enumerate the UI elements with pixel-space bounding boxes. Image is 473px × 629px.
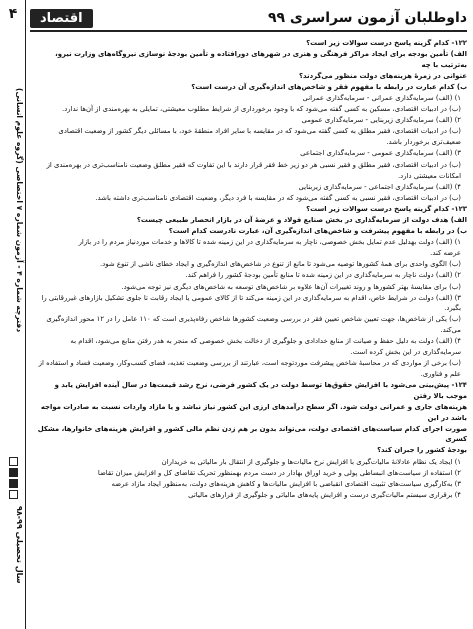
option-line: (ب) در ادبیات اقتصادی، فقیر نسبی به کسی گفته می‌شود که در مقایسه با فرد دیگر، وضعیت اقتصادی نامناسب‌تری داشته باشد. [95,193,461,202]
option-line: ۳) به‌کارگیری سیاست‌های تثبیت اقتصادی انقباضی با افزایش مالیات‌ها و کاهش هزینه‌های دولت، به‌منظور ایجاد مازاد عرضه [111,479,461,488]
question-line: ۱۲۳- کدام گزینه پاسخ درست سوالات زیر است؟ [306,204,467,213]
prompt-line: عنوانی در زمرهٔ هزینه‌های دولت منظور می‌گردند؟ [299,71,467,80]
prompt-line: الف) تأمین بودجه برای ایجاد مراکز فرهنگی و هنری در شهرهای دورافتاده و تأمین بودجهٔ نوسازی نیروگاه‌های وزارت نیرو، به‌ترتیب با چه [55,50,467,69]
question-line: هزینه‌های جاری و عمرانی دولت شود. اگر سطح درآمدهای ارزی این کشور نیاز نباشد و یا مازاد واردات نسبت به صادرات مواجه باشد در این [40,403,467,422]
option-line: (ب) برای مقایسهٔ بهتر کشورها و روند تغییرات آن‌ها علاوه بر شاخص‌های توسعه به شاخص‌های دیگری نیز توجه می‌شود. [121,282,461,291]
page-number: ۴ [8,6,18,22]
exam-title: داوطلبان آزمون سراسری ۹۹ [267,10,467,26]
marker-square [9,457,18,466]
prompt-line: ب) کدام عبارت در رابطه با مفهوم فقر و شاخص‌های اندازه‌گیری آن درست است؟ [191,82,467,91]
option-line: سرمایه‌گذاری در این بخش کرده است. [350,348,461,357]
option-line: (ب) در ادبیات اقتصادی، مسکین به کسی گفته می‌شود که با وجود برخورداری از شرایط مطلوب معیشتی، تمایلی به بهره‌مندی از آن‌ها ندارد. [62,105,461,114]
option-line: (ب) در ادبیات اقتصادی، فقیر مطلق به کسی گفته می‌شود که در مقایسه با سایر افراد منطقهٔ خود، با مسائلی دیگر کشور از وضعیت اقتصادی [58,127,461,136]
side-band [0,0,26,629]
option-line: ۱) (الف) سرمایه‌گذاری عمرانی - سرمایه‌گذاری عمرانی [302,93,461,102]
option-line: ۳) (الف) دولت در شرایط خاص، اقدام به سرمایه‌گذاری در این زمینه می‌کند تا از کالای عمومی یا ایجاد رقابت تا جلوی تشکیل بازارهای غیررقابتی را بگیرد. [41,293,461,313]
question-line: ۱۲۲- کدام گزینه پاسخ درست سوالات زیر است؟ [306,39,467,47]
prompt-line: الف) هدف دولت از سرمایه‌گذاری در بخش صنایع فولاد و عرضهٔ آن در بازار انحصار طبیعی چیست؟ [136,216,467,224]
option-line: ۳) (الف) سرمایه‌گذاری عمومی - سرمایه‌گذاری اجتماعی [300,149,461,158]
option-line: ۴) برقراری سیستم مالیات‌گیری درست و افزایش پایه‌های مالیاتی و جلوگیری از فرارهای مالیاتی [188,490,461,499]
question-line: صورت اجرای کدام سیاست‌های اقتصادی دولت، می‌تواند بدون بر هم زدن نظم مالی کشور و افزایش هزینه‌های خانوارها، مشکل کسری [37,424,467,444]
page-header [30,6,467,32]
option-line: عرضه کند. [430,249,461,258]
option-line: امکانات معیشتی دارد. [397,171,461,180]
option-line: ۱) (الف) دولت بهدلیل عدم تمایل بخش خصوصی، ناچار به سرمایه‌گذاری در این زمینه شده تا کالاها و خدمات موردنیاز مردم را در بازار [78,238,461,247]
option-line: (ب) در ادبیات اقتصادی، فقیر مطلق و فقیر نسبی هر دو زیر خط فقر قرار دارند با این تفاوت که فقیر مطلق وضعیت نامناسب‌تری در بهره‌مندی از [46,160,461,169]
option-line: ۲) استفاده از سیاست‌های انبساطی پولی و خرید اوراق بهادار در دست مردم بهمنظور تحریک تقاضای کل و افزایش میزان تقاضا [97,468,461,477]
question-line: بودجهٔ کشور را جبران کند؟ [377,446,467,455]
option-line: ۲) (الف) دولت ناچار به سرمایه‌گذاری در این زمینه شده تا منابع تأمین بودجهٔ کشور را فراهم کند. [185,271,461,280]
option-line: ۴) (الف) دولت به دلیل حفظ و صیانت از منابع خدادادی و جلوگیری از دخالت بخش خصوصی که منجر به هدر رفتن منابع می‌شود، اقدام به [70,337,461,346]
academic-year: سال تحصیلی ۹۹-۹۸ [15,506,24,584]
option-line: ۱) ایجاد یک نظام عادلانهٔ مالیات‌گیری با افزایش نرخ مالیات‌ها و جلوگیری از انتقال بار مالیاتی به خریداران [161,457,461,466]
option-line: ۴) (الف) سرمایه‌گذاری اجتماعی - سرمایه‌گذاری زیربنایی [298,182,461,191]
option-line: علم و فناوری. [420,370,461,379]
prompt-line: ب) در رابطه با مفهوم پیشرفت و شاخص‌های اندازه‌گیری آن، عبارت نادرست کدام است؟ [168,227,467,236]
option-line: (ب) برخی از مواردی که در محاسبهٔ شاخص پیشرفت موردتوجه است، عبارتند از بررسی وضعیت تغذیه، فضای کسب‌وکار، وضعیت فساد و استفاده از [38,359,461,368]
booklet-label: دفترچه شماره ۴ - آزمون شماره ۷ اختصاصی (گروه علوم انسانی) [15,87,24,333]
subject-label: اقتصاد [30,9,93,28]
option-line: ۲) (الف) سرمایه‌گذاری زیربنایی - سرمایه‌گذاری عمومی [301,116,461,125]
question-line: ۱۲۴- پیش‌بینی می‌شود با افزایش حقوق‌ها توسط دولت در یک کشور فرضی، نرخ رشد قیمت‌ها در سال آینده افزایش یابد و موجب بالا رفتن [54,381,467,400]
option-line: ضعیف‌تری برخوردار باشد. [386,138,461,147]
option-line: (ب) یکی از شاخص‌ها، جهت تعیین شاخص تعیین فقر در بررسی وضعیت کشورها شاخص رفاه‌پذیری است که ۱۱۰ عامل را در ۱۲ محور اندازه‌گیری می‌کند. [46,315,461,334]
option-line: (ب) الگوی واحدی برای همهٔ کشورها توصیه می‌شود تا مانع از تنوع در شاخص‌های اندازه‌گیری و ایجاد خطای ناشی از تنوع شود. [100,260,461,269]
questions-body [32,38,467,625]
